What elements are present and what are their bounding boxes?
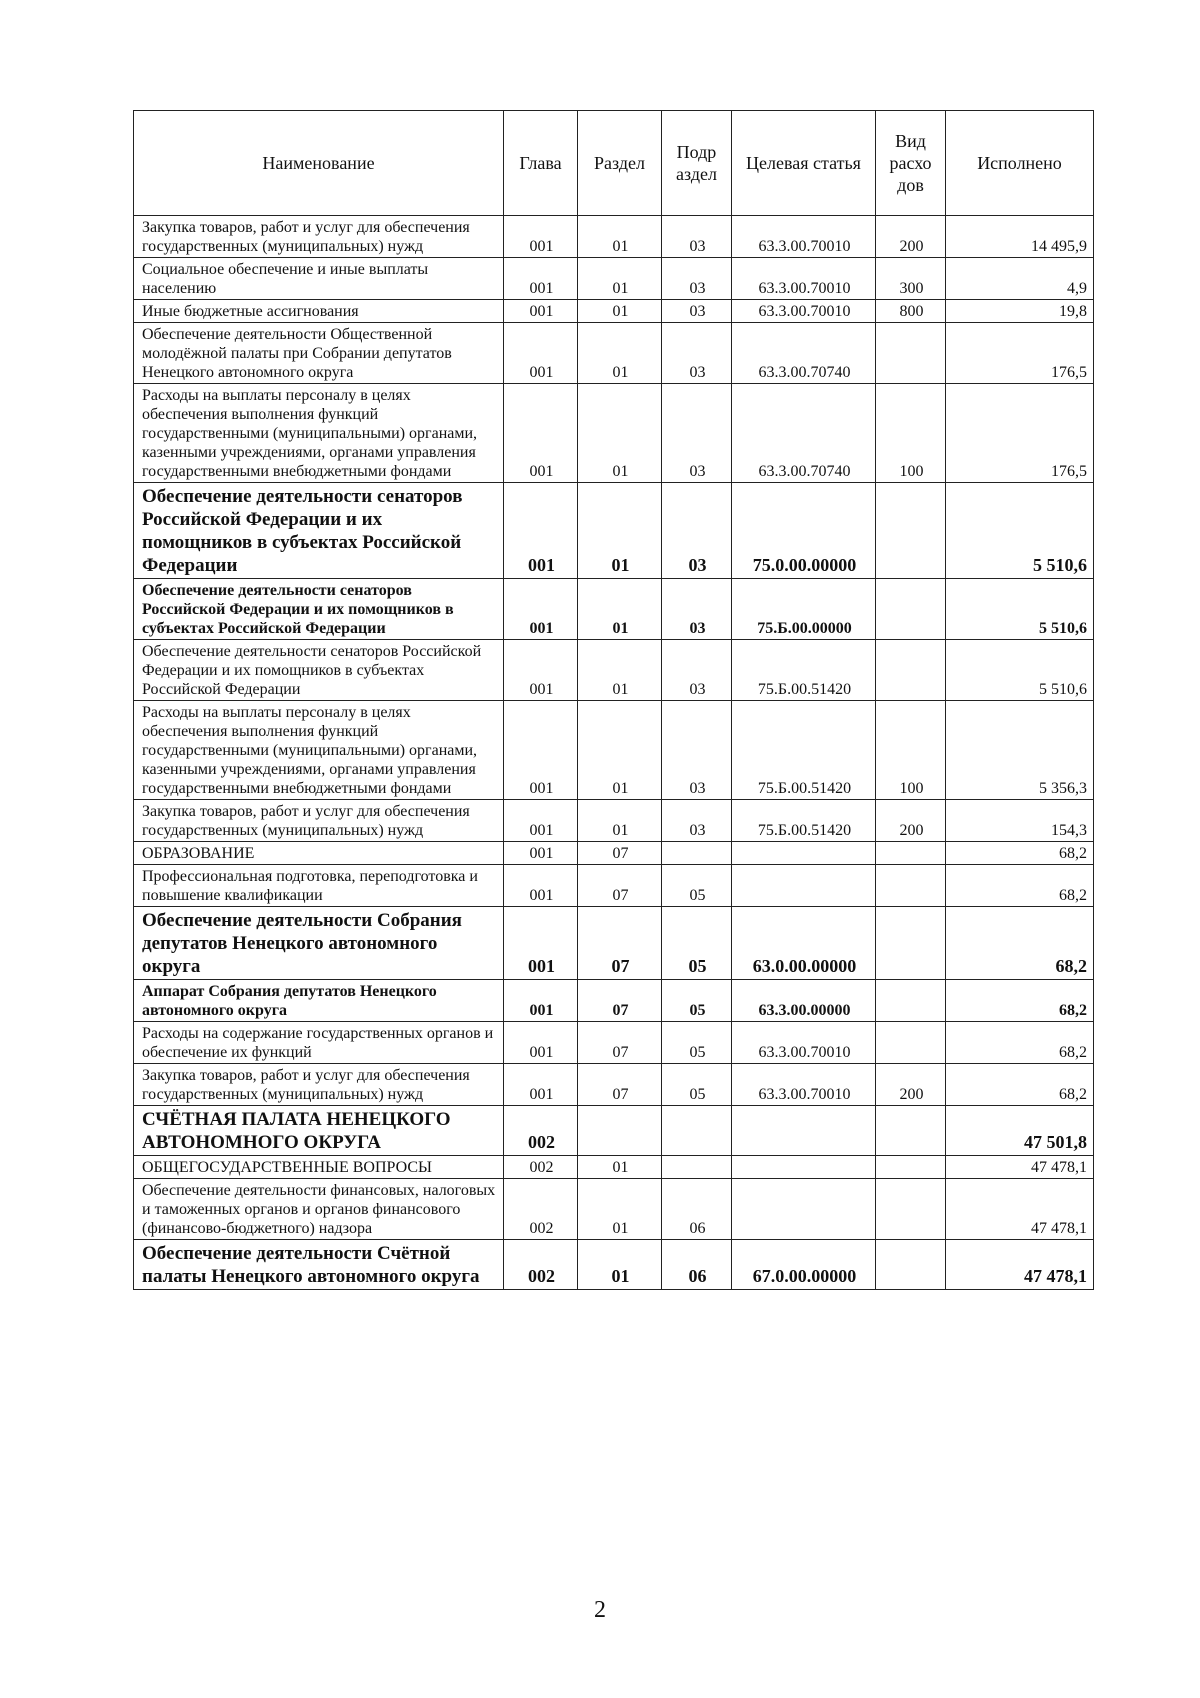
cell-name: Аппарат Собрания депутатов Ненецкого автономного округа [134,980,504,1022]
page-number: 2 [594,1597,606,1623]
cell-section: 01 [578,701,662,800]
cell-name: Закупка товаров, работ и услуг для обеспечения государственных (муниципальных) нужд [134,1064,504,1106]
cell-target [732,1179,876,1240]
cell-chapter: 001 [504,216,578,258]
cell-section: 01 [578,323,662,384]
cell-executed: 4,9 [946,258,1094,300]
cell-executed: 68,2 [946,1064,1094,1106]
cell-chapter: 001 [504,842,578,865]
cell-target [732,842,876,865]
header-target: Целевая статья [732,111,876,216]
cell-chapter: 002 [504,1240,578,1290]
table-row [134,701,1094,800]
cell-expense-type [876,1156,946,1179]
table-row [134,258,1094,300]
cell-executed: 176,5 [946,323,1094,384]
cell-target: 63.3.00.70010 [732,1022,876,1064]
cell-expense-type: 800 [876,300,946,323]
table-row [134,1106,1094,1156]
table-row [134,216,1094,258]
cell-chapter: 001 [504,701,578,800]
cell-name: Обеспечение деятельности сенаторов Российской Федерации и их помощников в субъектах Российской Федерации [134,483,504,579]
cell-section: 01 [578,1240,662,1290]
table-row [134,1064,1094,1106]
header-chapter: Глава [504,111,578,216]
cell-chapter: 001 [504,300,578,323]
table-row [134,865,1094,907]
cell-section: 07 [578,1064,662,1106]
cell-executed: 47 478,1 [946,1179,1094,1240]
cell-expense-type: 100 [876,701,946,800]
cell-chapter: 001 [504,258,578,300]
cell-section: 01 [578,216,662,258]
cell-executed: 19,8 [946,300,1094,323]
cell-subsection [662,1106,732,1156]
cell-executed: 47 501,8 [946,1106,1094,1156]
cell-name: Расходы на содержание государственных органов и обеспечение их функций [134,1022,504,1064]
cell-name: СЧЁТНАЯ ПАЛАТА НЕНЕЦКОГО АВТОНОМНОГО ОКРУГА [134,1106,504,1156]
cell-expense-type [876,579,946,640]
cell-name: Обеспечение деятельности финансовых, налоговых и таможенных органов и органов финансового (финансово-бюджетного) надзора [134,1179,504,1240]
cell-subsection [662,1156,732,1179]
cell-subsection: 03 [662,384,732,483]
cell-section: 07 [578,842,662,865]
header-expense-type: Вид расхо дов [876,111,946,216]
cell-subsection [662,842,732,865]
cell-executed: 14 495,9 [946,216,1094,258]
cell-executed: 47 478,1 [946,1156,1094,1179]
cell-expense-type [876,842,946,865]
cell-subsection: 03 [662,216,732,258]
cell-expense-type: 300 [876,258,946,300]
cell-section: 01 [578,258,662,300]
cell-executed: 47 478,1 [946,1240,1094,1290]
cell-section: 01 [578,483,662,579]
cell-target: 75.Б.00.00000 [732,579,876,640]
cell-executed: 154,3 [946,800,1094,842]
cell-expense-type [876,1240,946,1290]
cell-subsection: 03 [662,258,732,300]
table-row [134,907,1094,980]
cell-subsection: 05 [662,1022,732,1064]
cell-subsection: 05 [662,865,732,907]
cell-section: 01 [578,1179,662,1240]
cell-name: Обеспечение деятельности сенаторов Российской Федерации и их помощников в субъектах Российской Федерации [134,579,504,640]
cell-name: Социальное обеспечение и иные выплаты населению [134,258,504,300]
cell-name: Расходы на выплаты персоналу в целях обеспечения выполнения функций государственными (муниципальными) органами, казенными учреждениями, органами управления государственными внебюджетными фондами [134,701,504,800]
cell-target: 75.Б.00.51420 [732,640,876,701]
cell-chapter: 001 [504,579,578,640]
cell-subsection: 03 [662,483,732,579]
cell-section: 01 [578,384,662,483]
cell-subsection: 05 [662,1064,732,1106]
cell-target: 63.3.00.70010 [732,1064,876,1106]
table-body [134,216,1094,1290]
cell-subsection: 03 [662,800,732,842]
cell-expense-type [876,980,946,1022]
cell-name: Обеспечение деятельности Собрания депутатов Ненецкого автономного округа [134,907,504,980]
cell-target: 63.0.00.00000 [732,907,876,980]
cell-name: Закупка товаров, работ и услуг для обеспечения государственных (муниципальных) нужд [134,216,504,258]
cell-chapter: 001 [504,1064,578,1106]
cell-name: ОБЩЕГОСУДАРСТВЕННЫЕ ВОПРОСЫ [134,1156,504,1179]
cell-chapter: 002 [504,1179,578,1240]
cell-section: 01 [578,800,662,842]
header-name: Наименование [134,111,504,216]
cell-target: 75.Б.00.51420 [732,701,876,800]
table-row [134,300,1094,323]
cell-executed: 68,2 [946,1022,1094,1064]
cell-expense-type [876,1179,946,1240]
cell-executed: 68,2 [946,865,1094,907]
cell-expense-type [876,907,946,980]
cell-subsection: 05 [662,907,732,980]
cell-expense-type: 200 [876,800,946,842]
cell-target: 63.3.00.70010 [732,300,876,323]
cell-name: Расходы на выплаты персоналу в целях обеспечения выполнения функций государственными (муниципальными) органами, казенными учреждениями, органами управления государственными внебюджетными фондами [134,384,504,483]
cell-name: ОБРАЗОВАНИЕ [134,842,504,865]
cell-chapter: 002 [504,1156,578,1179]
cell-chapter: 001 [504,640,578,701]
table-row [134,384,1094,483]
cell-subsection: 03 [662,323,732,384]
table-row [134,1156,1094,1179]
table-row [134,323,1094,384]
table-row [134,1240,1094,1290]
cell-section: 07 [578,980,662,1022]
cell-executed: 68,2 [946,907,1094,980]
cell-executed: 5 510,6 [946,579,1094,640]
cell-chapter: 002 [504,1106,578,1156]
cell-chapter: 001 [504,907,578,980]
cell-target [732,865,876,907]
cell-name: Обеспечение деятельности сенаторов Российской Федерации и их помощников в субъектах Российской Федерации [134,640,504,701]
cell-section: 07 [578,1022,662,1064]
cell-subsection: 03 [662,579,732,640]
cell-section: 01 [578,300,662,323]
table-row [134,1179,1094,1240]
cell-target: 67.0.00.00000 [732,1240,876,1290]
cell-section [578,1106,662,1156]
cell-section: 01 [578,1156,662,1179]
cell-section: 01 [578,640,662,701]
cell-section: 07 [578,865,662,907]
cell-chapter: 001 [504,1022,578,1064]
cell-executed: 68,2 [946,980,1094,1022]
cell-chapter: 001 [504,384,578,483]
budget-sheet [133,110,1093,1290]
cell-expense-type [876,1022,946,1064]
table-row [134,842,1094,865]
cell-chapter: 001 [504,483,578,579]
cell-executed: 5 510,6 [946,640,1094,701]
cell-target: 63.3.00.70740 [732,384,876,483]
cell-name: Обеспечение деятельности Общественной молодёжной палаты при Собрании депутатов Ненецкого автономного округа [134,323,504,384]
cell-subsection: 03 [662,640,732,701]
cell-expense-type [876,865,946,907]
cell-target [732,1156,876,1179]
header-section: Раздел [578,111,662,216]
cell-subsection: 03 [662,701,732,800]
cell-executed: 5 356,3 [946,701,1094,800]
cell-chapter: 001 [504,865,578,907]
cell-expense-type [876,1106,946,1156]
table-row [134,579,1094,640]
header-executed: Исполнено [946,111,1094,216]
cell-expense-type [876,483,946,579]
cell-section: 01 [578,579,662,640]
cell-expense-type [876,640,946,701]
cell-target: 63.3.00.70010 [732,216,876,258]
table-row [134,1022,1094,1064]
table-row [134,800,1094,842]
cell-subsection: 06 [662,1179,732,1240]
cell-name: Профессиональная подготовка, переподготовка и повышение квалификации [134,865,504,907]
cell-target [732,1106,876,1156]
cell-chapter: 001 [504,323,578,384]
cell-executed: 5 510,6 [946,483,1094,579]
cell-target: 63.3.00.70740 [732,323,876,384]
table-row [134,640,1094,701]
cell-subsection: 03 [662,300,732,323]
cell-target: 63.3.00.70010 [732,258,876,300]
cell-expense-type: 200 [876,216,946,258]
header-subsection: Подр аздел [662,111,732,216]
cell-expense-type [876,323,946,384]
cell-name: Обеспечение деятельности Счётной палаты Ненецкого автономного округа [134,1240,504,1290]
cell-subsection: 05 [662,980,732,1022]
cell-expense-type: 200 [876,1064,946,1106]
cell-target: 75.Б.00.51420 [732,800,876,842]
cell-executed: 68,2 [946,842,1094,865]
cell-subsection: 06 [662,1240,732,1290]
table-row [134,483,1094,579]
table-row [134,980,1094,1022]
cell-target: 63.3.00.00000 [732,980,876,1022]
cell-executed: 176,5 [946,384,1094,483]
cell-section: 07 [578,907,662,980]
cell-expense-type: 100 [876,384,946,483]
budget-table [133,110,1094,1290]
table-header-row [134,111,1094,216]
cell-chapter: 001 [504,800,578,842]
cell-chapter: 001 [504,980,578,1022]
cell-target: 75.0.00.00000 [732,483,876,579]
cell-name: Закупка товаров, работ и услуг для обеспечения государственных (муниципальных) нужд [134,800,504,842]
cell-name: Иные бюджетные ассигнования [134,300,504,323]
